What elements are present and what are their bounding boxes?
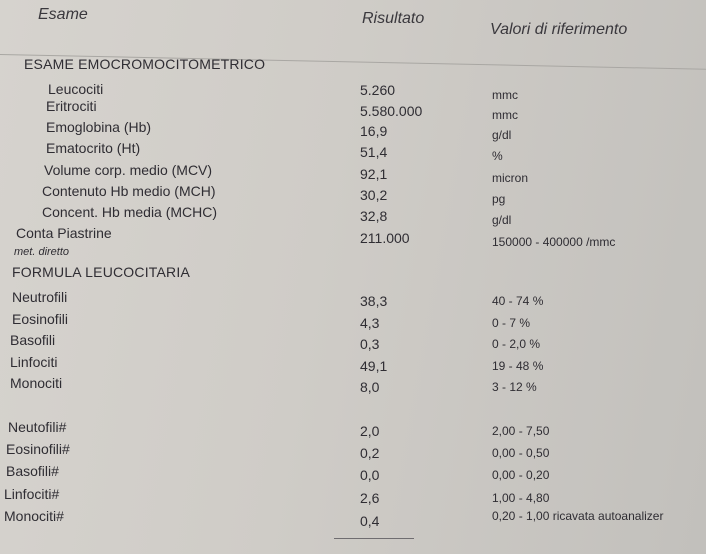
table-row (0, 203, 706, 227)
exam-value: 38,3 (360, 293, 388, 309)
table-row (0, 118, 706, 142)
exam-name: Neutofili# (8, 419, 67, 435)
exam-name: Neutrofili (12, 289, 68, 305)
exam-value: 5.260 (360, 82, 396, 98)
section-formula-title: FORMULA LEUCOCITARIA (12, 264, 190, 280)
exam-reference: 2,00 - 7,50 (492, 424, 550, 438)
table-row (0, 353, 706, 374)
exam-value: 5.580.000 (360, 103, 423, 119)
exam-reference: 40 - 74 % (492, 294, 544, 308)
table-row (0, 139, 706, 163)
exam-reference: mmc (492, 108, 518, 122)
table-row (0, 485, 706, 506)
exam-name: Monociti (10, 375, 63, 391)
table-row (0, 288, 706, 309)
exam-reference: g/dl (492, 213, 512, 227)
exam-name: Eosinofili (12, 311, 69, 327)
exam-value: 32,8 (360, 208, 388, 224)
table-row (0, 418, 706, 439)
exam-value: 2,6 (360, 490, 380, 506)
exam-value: 211.000 (360, 230, 410, 246)
exam-value: 0,3 (360, 336, 380, 352)
exam-value: 2,0 (360, 423, 380, 439)
table-row (0, 310, 706, 331)
table-row (0, 97, 706, 122)
exam-reference: 0,00 - 0,50 (492, 446, 550, 460)
table-row (0, 374, 706, 395)
exam-reference: micron (492, 171, 529, 185)
exam-reference: g/dl (492, 128, 512, 142)
exam-name: Eosinofili# (6, 441, 70, 457)
exam-name: Eritrociti (46, 98, 97, 114)
exam-value: 4,3 (360, 315, 380, 331)
exam-name: Concent. Hb media (MCHC) (42, 204, 218, 220)
exam-name: Contenuto Hb medio (MCH) (42, 183, 216, 199)
exam-value: 30,2 (360, 187, 388, 203)
section-cbc-title: ESAME EMOCROMOCITOMETRICO (24, 56, 266, 72)
exam-name: Basofili (10, 332, 56, 348)
table-row (0, 161, 706, 185)
header-result: Risultato (362, 10, 425, 27)
exam-name: Linfociti# (4, 486, 60, 502)
table-row (0, 182, 706, 206)
exam-reference: 0 - 7 % (492, 316, 531, 330)
table-row (0, 462, 706, 483)
exam-reference: % (492, 149, 503, 163)
exam-value: 8,0 (360, 379, 380, 395)
exam-reference: 0,20 - 1,00 ricavata autoanalizer (492, 509, 664, 523)
exam-name: Leucociti (48, 81, 104, 97)
table-row (0, 80, 706, 102)
exam-value: 51,4 (360, 144, 388, 160)
exam-name: Monociti# (4, 508, 64, 524)
exam-value: 0,0 (360, 467, 380, 483)
exam-name: Conta Piastrine (16, 225, 112, 241)
exam-value: 0,4 (360, 513, 380, 529)
exam-name: Volume corp. medio (MCV) (44, 162, 213, 178)
exam-name: Linfociti (10, 354, 58, 370)
exam-value: 92,1 (360, 166, 388, 182)
platelet-method-note: met. diretto (14, 246, 70, 258)
exam-name: Ematocrito (Ht) (46, 140, 141, 156)
exam-reference: 0,00 - 0,20 (492, 468, 550, 482)
table-row (0, 224, 706, 249)
exam-reference: mmc (492, 88, 518, 102)
exam-reference: 0 - 2,0 % (492, 337, 541, 351)
exam-reference: pg (492, 192, 506, 206)
exam-reference: 150000 - 400000 /mmc (492, 235, 616, 249)
result-underline (334, 538, 414, 539)
exam-value: 49,1 (360, 358, 388, 374)
exam-value: 16,9 (360, 123, 388, 139)
exam-reference: 1,00 - 4,80 (492, 491, 550, 505)
header-exam: Esame (38, 6, 88, 23)
exam-name: Basofili# (6, 463, 59, 479)
header-reference: Valori di riferimento (490, 21, 628, 38)
table-row (0, 507, 706, 529)
table-row (0, 331, 706, 352)
exam-reference: 3 - 12 % (492, 380, 537, 394)
exam-name: Emoglobina (Hb) (46, 119, 152, 135)
exam-value: 0,2 (360, 445, 380, 461)
table-row (0, 440, 706, 461)
exam-reference: 19 - 48 % (492, 359, 544, 373)
